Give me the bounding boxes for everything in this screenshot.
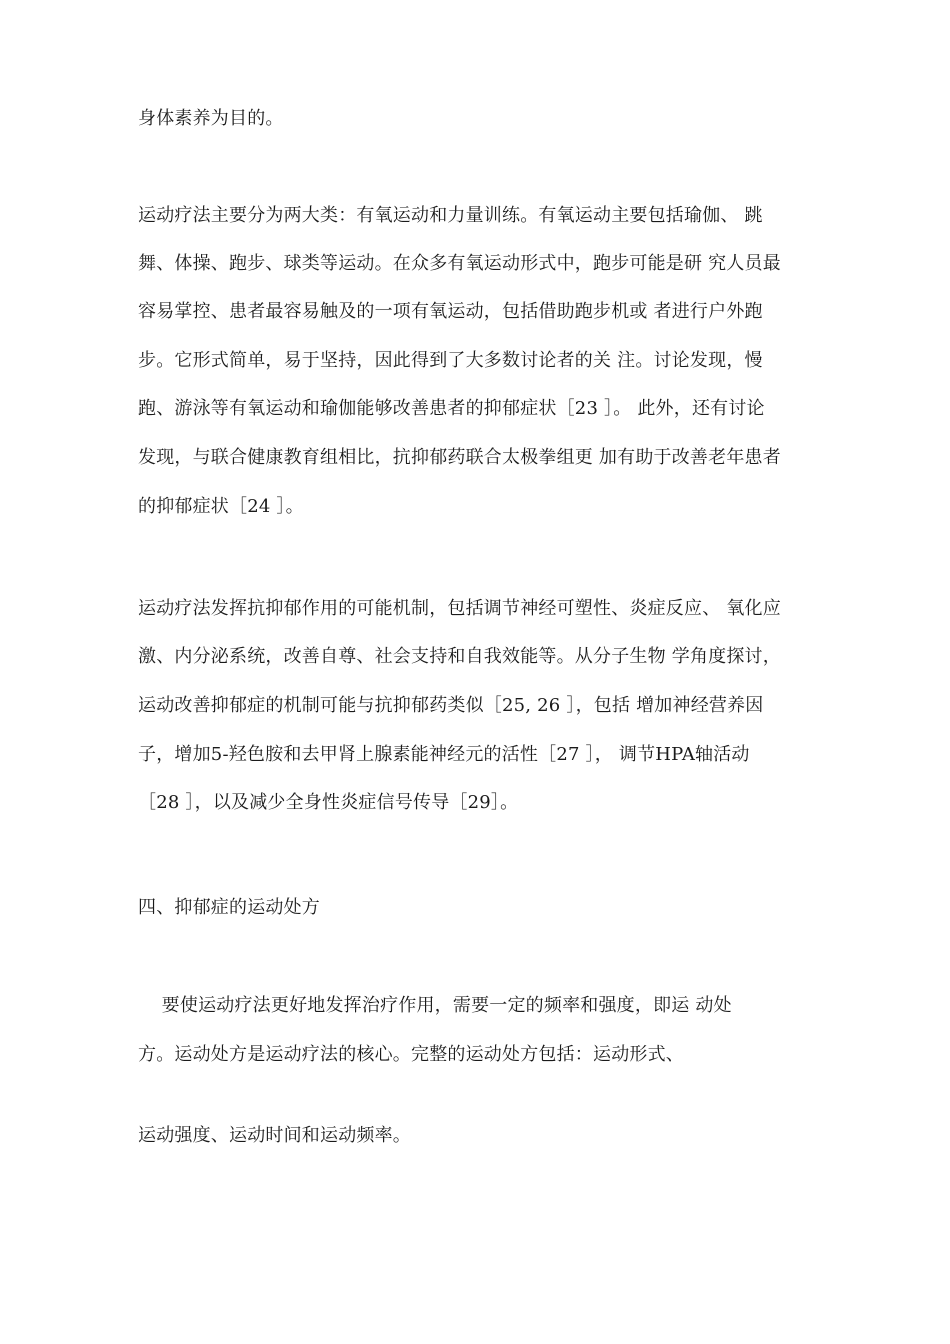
paragraph-line: 激、内分泌系统，改善自尊、社会支持和自我效能等。从分子生物 学角度探讨， [138, 646, 781, 667]
paragraph-prescription-elements: 运动强度、运动时间和运动频率。 [138, 1125, 411, 1146]
paragraph-line: 容易掌控、患者最容易触及的一项有氧运动，包括借助跑步机或 者进行户外跑 [138, 301, 763, 322]
paragraph-line: 的抑郁症状［24 ］。 [138, 496, 304, 517]
paragraph-line: 方。运动处方是运动疗法的核心。完整的运动处方包括：运动形式、 [138, 1044, 684, 1065]
paragraph-line: 子，增加5-羟色胺和去甲肾上腺素能神经元的活性［27 ］， 调节HPA轴活动 [138, 744, 750, 765]
paragraph-line: 运动疗法发挥抗抑郁作用的可能机制，包括调节神经可塑性、炎症反应、 氧化应 [138, 598, 781, 619]
paragraph-line: 步。它形式简单，易于坚持，因此得到了大多数讨论者的关 注。讨论发现，慢 [138, 350, 763, 371]
fragment-line: 身体素养为目的。 [138, 108, 284, 129]
section-heading: 四、抑郁症的运动处方 [138, 897, 320, 918]
paragraph-line: 运动改善抑郁症的机制可能与抗抑郁药类似［25, 26 ］，包括 增加神经营养因 [138, 695, 764, 716]
paragraph-line: 运动疗法主要分为两大类：有氧运动和力量训练。有氧运动主要包括瑜伽、 跳 [138, 205, 763, 226]
paragraph-line: 舞、体操、跑步、球类等运动。在众多有氧运动形式中，跑步可能是研 究人员最 [138, 253, 781, 274]
paragraph-line: 发现，与联合健康教育组相比，抗抑郁药联合太极拳组更 加有助于改善老年患者 [138, 447, 781, 468]
paragraph-line: 要使运动疗法更好地发挥治疗作用，需要一定的频率和强度，即运 动处 [138, 995, 732, 1016]
paragraph-line: ［28 ］，以及减少全身性炎症信号传导［29］。 [138, 792, 519, 813]
paragraph-line: 跑、游泳等有氧运动和瑜伽能够改善患者的抑郁症状［23 ］。 此外，还有讨论 [138, 398, 765, 419]
